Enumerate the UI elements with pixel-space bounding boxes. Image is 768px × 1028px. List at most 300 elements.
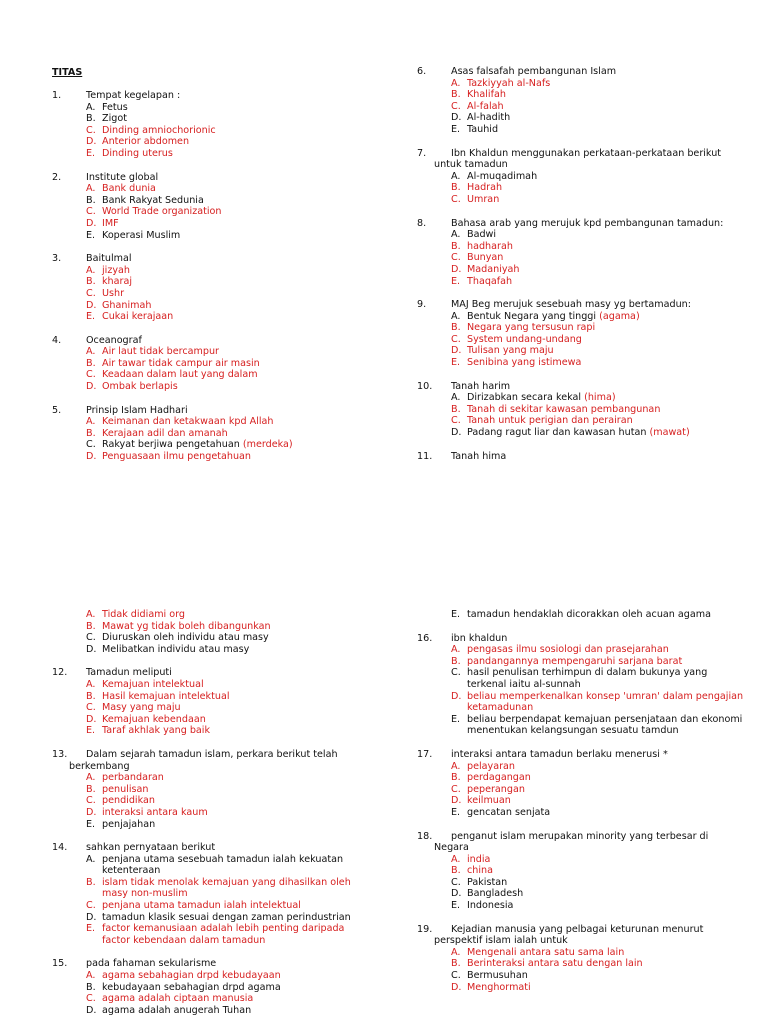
question-number: 14.: [52, 842, 68, 854]
question-block: [417, 633, 747, 737]
answer-option: [52, 369, 372, 381]
option-letter: A.: [86, 609, 96, 620]
option-text: Tanah di sekitar kawasan pembangunan: [467, 403, 661, 415]
option-text: Mawat yg tidak boleh dibangunkan: [102, 620, 271, 632]
option-letter: A.: [451, 644, 461, 656]
option-text-wrap: [102, 265, 372, 277]
question-number: 11.: [417, 450, 433, 462]
option-text-wrap: [467, 404, 747, 416]
option-letter: D.: [86, 806, 97, 818]
question-text: Tanah harim: [451, 380, 511, 392]
option-letter: B.: [86, 620, 96, 632]
answer-option: [52, 644, 372, 656]
option-text-wrap: [467, 171, 747, 183]
option-letter: C.: [451, 783, 461, 795]
question-text: Institute global: [86, 171, 159, 183]
option-text: Madaniyah: [467, 263, 520, 275]
option-letter: E.: [86, 229, 96, 241]
option-letter: D.: [451, 345, 462, 357]
option-text: Keadaan dalam laut yang dalam: [102, 369, 258, 381]
option-text-wrap: [102, 148, 372, 160]
answer-option: [417, 357, 747, 369]
option-letter: B.: [86, 427, 96, 439]
option-letter: E.: [86, 923, 96, 935]
answer-option: [417, 78, 747, 90]
question-text-continued: untuk tamadun: [434, 159, 508, 171]
option-letter: A.: [451, 77, 461, 89]
option-text-wrap: [467, 714, 747, 737]
question-block: [417, 381, 747, 439]
option-text: Ghanimah: [102, 299, 152, 311]
option-text-wrap: [102, 183, 372, 195]
answer-option: [52, 912, 372, 924]
option-text-wrap: [102, 218, 372, 230]
option-letter: C.: [86, 702, 96, 714]
answer-option: [52, 439, 372, 451]
option-note: (mawat): [649, 427, 690, 439]
question-number: 19.: [417, 923, 433, 935]
question-text-continued: Negara: [434, 842, 469, 854]
question-line: [417, 749, 747, 761]
answer-option: [417, 334, 747, 346]
option-letter: D.: [451, 888, 462, 900]
option-text: pandangannya mempengaruhi sarjana barat: [467, 655, 683, 667]
option-text-wrap: [102, 113, 372, 125]
question-block: [52, 842, 372, 946]
option-text: gencatan senjata: [467, 806, 551, 818]
option-text-wrap: [102, 644, 372, 656]
option-letter: C.: [86, 287, 96, 299]
answer-option: [52, 772, 372, 784]
question-number: 13.: [52, 748, 68, 760]
option-text-wrap: [467, 970, 747, 982]
option-text: tamadun klasik sesuai dengan zaman perindustrian: [102, 911, 351, 923]
answer-option: [417, 322, 747, 334]
answer-option: [52, 381, 372, 393]
option-letter: B.: [451, 403, 461, 415]
option-text-wrap: [102, 714, 372, 726]
option-text: Tulisan yang maju: [467, 345, 554, 357]
option-text-wrap: [467, 772, 747, 784]
option-text-wrap: [102, 125, 372, 137]
option-text-wrap: [102, 877, 372, 900]
answer-option: [417, 807, 747, 819]
option-text: Taraf akhlak yang baik: [102, 725, 211, 737]
option-text: Hadrah: [467, 182, 503, 194]
answer-option: [417, 667, 747, 690]
option-text-wrap: [102, 609, 372, 621]
option-text: Padang ragut liar dan kawasan hutan: [467, 427, 647, 439]
question-line: [417, 148, 747, 160]
option-text: Penguasaan ilmu pengetahuan: [102, 451, 251, 463]
option-text: Ombak berlapis: [102, 381, 178, 393]
question-text: sahkan pernyataan berikut: [86, 842, 216, 854]
question-number: 17.: [417, 748, 433, 760]
answer-option: [417, 958, 747, 970]
option-letter: A.: [451, 229, 461, 241]
answer-option: [417, 656, 747, 668]
answer-option: [52, 206, 372, 218]
answer-option: [52, 311, 372, 323]
option-text: Bank Rakyat Sedunia: [102, 194, 204, 206]
option-letter: A.: [86, 101, 96, 113]
option-text: Keimanan dan ketakwaan kpd Allah: [102, 416, 274, 428]
option-text-wrap: [102, 358, 372, 370]
question-block: [417, 831, 747, 912]
option-text: agama sebahagian drpd kebudayaan: [102, 970, 281, 982]
option-text-wrap: [102, 230, 372, 242]
answer-option: [52, 702, 372, 714]
answer-option: [52, 993, 372, 1005]
question-block: [52, 90, 372, 160]
option-letter: B.: [451, 958, 461, 970]
answer-option: [417, 761, 747, 773]
option-text: hadharah: [467, 240, 513, 252]
question-number: 1.: [52, 90, 62, 101]
option-text-wrap: [102, 993, 372, 1005]
question-block: [417, 218, 747, 288]
option-letter: B.: [86, 276, 96, 288]
question-line: [417, 831, 747, 843]
option-text-wrap: [467, 900, 747, 912]
question-number: 18.: [417, 830, 433, 842]
option-letter: C.: [451, 667, 461, 679]
option-letter: D.: [86, 451, 97, 463]
option-text: Masy yang maju: [102, 702, 181, 714]
option-text: kebudayaan sebahagian drpd agama: [102, 981, 281, 993]
option-text-wrap: [102, 923, 372, 946]
option-letter: D.: [86, 381, 97, 393]
question-text-continued: berkembang: [69, 760, 130, 772]
option-text-wrap: [102, 772, 372, 784]
option-text: Al-falah: [467, 100, 504, 112]
option-text-wrap: [102, 1005, 372, 1017]
answer-option: [52, 102, 372, 114]
answer-option: [417, 900, 747, 912]
answer-option: [417, 171, 747, 183]
question-line: [417, 66, 747, 78]
answer-option: [417, 865, 747, 877]
question-block: [52, 172, 372, 242]
option-text: Bentuk Negara yang tinggi: [467, 310, 597, 322]
option-letter: D.: [451, 690, 462, 702]
answer-option: [52, 679, 372, 691]
question-block: [417, 148, 747, 206]
answer-option: [52, 1005, 372, 1017]
option-text: Hasil kemajuan intelektual: [102, 690, 230, 702]
question-line: [417, 218, 747, 230]
option-text: Rakyat berjiwa pengetahuan: [102, 439, 240, 451]
answer-option: [52, 795, 372, 807]
option-letter: D.: [451, 263, 462, 275]
question-text: interaksi antara tamadun berlaku menerusi *: [451, 748, 668, 760]
answer-option: [417, 970, 747, 982]
option-text: Berinteraksi antara satu dengan lain: [467, 958, 643, 970]
option-letter: E.: [86, 311, 96, 323]
option-letter: C.: [451, 333, 461, 345]
answer-option: [417, 404, 747, 416]
option-text: Tanah untuk perigian dan perairan: [467, 415, 633, 427]
question-block: [52, 958, 372, 1016]
option-letter: C.: [86, 439, 96, 451]
option-text-wrap: [102, 451, 372, 463]
question-continued-line: [417, 842, 747, 854]
answer-option: [417, 714, 747, 737]
question-block: [417, 451, 747, 463]
option-text-wrap: [467, 982, 747, 994]
question-text: Tanah hima: [451, 450, 507, 462]
option-text: factor kemanusiaan adalah lebih penting daripada factor kebendaan dalam tamadun: [102, 923, 345, 946]
option-letter: C.: [451, 252, 461, 264]
answer-option: [52, 276, 372, 288]
option-text-wrap: [467, 609, 747, 621]
question-line: [417, 924, 747, 936]
option-text: Indonesia: [467, 900, 514, 912]
option-text-wrap: [467, 252, 747, 264]
option-text-wrap: [102, 795, 372, 807]
answer-option: [52, 632, 372, 644]
answer-option: [52, 300, 372, 312]
question-number: 2.: [52, 171, 62, 183]
option-text: Anterior abdomen: [102, 136, 190, 148]
option-letter: D.: [86, 713, 97, 725]
answer-option: [52, 982, 372, 994]
option-text: Tidak didiami org: [102, 609, 185, 620]
option-text: System undang-undang: [467, 333, 582, 345]
option-text: Tazkiyyah al-Nafs: [467, 77, 551, 89]
option-letter: E.: [451, 275, 461, 287]
option-text-wrap: [467, 667, 747, 690]
option-text: Bank dunia: [102, 183, 156, 195]
option-letter: B.: [451, 182, 461, 194]
question-number: 5.: [52, 404, 62, 416]
question-continued-line: [417, 159, 747, 171]
option-text: islam tidak menolak kemajuan yang dihasilkan oleh masy non-muslim: [102, 876, 351, 900]
option-text-wrap: [102, 679, 372, 691]
option-letter: B.: [86, 194, 96, 206]
question-line: [52, 405, 372, 417]
answer-option: [417, 947, 747, 959]
question-block: [52, 405, 372, 463]
question-block: [52, 749, 372, 830]
option-text-wrap: [467, 124, 747, 136]
answer-option: [52, 725, 372, 737]
column-top-left: [52, 66, 372, 475]
option-text-wrap: [102, 439, 372, 451]
option-text-wrap: [467, 877, 747, 889]
option-letter: B.: [86, 357, 96, 369]
option-text-wrap: [467, 947, 747, 959]
option-letter: D.: [451, 981, 462, 993]
option-text: Cukai kerajaan: [102, 311, 174, 323]
option-text-wrap: [102, 346, 372, 358]
answer-option: [52, 148, 372, 160]
option-note: (agama): [599, 310, 640, 322]
option-text: beliau memperkenalkan konsep 'umran' dalam pengajian ketamadunan: [467, 690, 744, 714]
option-text-wrap: [467, 807, 747, 819]
answer-option: [417, 795, 747, 807]
option-letter: C.: [451, 100, 461, 112]
option-text: beliau berpendapat kemajuan persenjataan dan ekonomi menentukan kelangsungan sesuatu tamdun: [467, 713, 743, 737]
question-text: Baitulmal: [86, 253, 132, 265]
option-letter: A.: [451, 170, 461, 182]
continued-options: [52, 609, 372, 655]
option-letter: D.: [86, 299, 97, 311]
answer-option: [417, 101, 747, 113]
option-letter: B.: [86, 876, 96, 888]
option-text-wrap: [102, 691, 372, 703]
question-number: 9.: [417, 299, 427, 311]
option-text: Ushr: [102, 287, 125, 299]
option-text: World Trade organization: [102, 206, 222, 218]
continued-options: [417, 609, 747, 621]
option-text-wrap: [467, 101, 747, 113]
option-text-wrap: [467, 691, 747, 714]
option-letter: C.: [86, 369, 96, 381]
question-block: [417, 299, 747, 369]
answer-option: [52, 970, 372, 982]
option-text-wrap: [102, 854, 372, 877]
option-text-wrap: [102, 702, 372, 714]
option-text: penjana utama sesebuah tamadun ialah kekuatan ketenteraan: [102, 853, 344, 877]
answer-option: [417, 124, 747, 136]
option-text-wrap: [102, 136, 372, 148]
answer-option: [417, 691, 747, 714]
option-text: perbandaran: [102, 772, 164, 784]
option-text: Thaqafah: [467, 275, 513, 287]
option-text-wrap: [102, 970, 372, 982]
option-text: Mengenali antara satu sama lain: [467, 946, 625, 958]
option-text: Negara yang tersusun rapi: [467, 322, 596, 334]
option-letter: C.: [451, 415, 461, 427]
question-block: [52, 667, 372, 737]
option-text: Umran: [467, 193, 500, 205]
answer-option: [417, 854, 747, 866]
answer-option: [52, 218, 372, 230]
option-letter: A.: [86, 416, 96, 428]
question-line: [52, 958, 372, 970]
option-text-wrap: [467, 311, 747, 323]
option-letter: A.: [86, 346, 96, 358]
option-text: interaksi antara kaum: [102, 806, 208, 818]
question-text: Dalam sejarah tamadun islam, perkara berikut telah: [86, 748, 338, 760]
answer-option: [417, 772, 747, 784]
question-block: [52, 335, 372, 393]
option-text: kharaj: [102, 276, 133, 288]
question-text: Tamadun meliputi: [86, 667, 172, 679]
answer-option: [52, 195, 372, 207]
option-text-wrap: [467, 112, 747, 124]
question-block: [52, 253, 372, 323]
option-text-wrap: [102, 725, 372, 737]
option-letter: C.: [451, 193, 461, 205]
question-line: [52, 172, 372, 184]
option-text-wrap: [467, 276, 747, 288]
option-letter: D.: [86, 1004, 97, 1016]
question-number: 4.: [52, 334, 62, 346]
option-text-wrap: [102, 381, 372, 393]
option-letter: C.: [86, 632, 96, 644]
question-text: Tempat kegelapan :: [86, 90, 181, 101]
answer-option: [52, 819, 372, 831]
option-text: Tauhid: [467, 123, 499, 135]
question-text: Ibn Khaldun menggunakan perkataan-perkataan berikut: [451, 147, 722, 159]
option-letter: A.: [86, 853, 96, 865]
option-text: Melibatkan individu atau masy: [102, 643, 250, 655]
option-text: Dinding amniochorionic: [102, 124, 216, 136]
option-text: penjana utama tamadun ialah intelektual: [102, 900, 301, 912]
question-text: Kejadian manusia yang pelbagai keturunan menurut: [451, 923, 704, 935]
option-text-wrap: [467, 427, 747, 439]
answer-option: [52, 609, 372, 621]
option-note: (hima): [584, 392, 616, 404]
question-number: 16.: [417, 632, 433, 644]
option-letter: E.: [451, 123, 461, 135]
answer-option: [52, 346, 372, 358]
option-text: penjajahan: [102, 818, 156, 830]
option-text: pengasas ilmu sosiologi dan prasejarahan: [467, 644, 669, 656]
option-text: Al-hadith: [467, 112, 511, 124]
answer-option: [417, 89, 747, 101]
answer-option: [417, 241, 747, 253]
option-text: Senibina yang istimewa: [467, 357, 582, 369]
option-text-wrap: [102, 784, 372, 796]
option-letter: E.: [451, 713, 461, 725]
option-text-wrap: [102, 311, 372, 323]
option-letter: D.: [451, 112, 462, 124]
option-letter: D.: [86, 911, 97, 923]
option-letter: E.: [451, 900, 461, 912]
option-letter: C.: [86, 993, 96, 1005]
answer-option: [417, 609, 747, 621]
answer-option: [417, 182, 747, 194]
answer-option: [417, 888, 747, 900]
question-text-continued: perspektif islam ialah untuk: [434, 935, 568, 947]
option-text: Dinding uterus: [102, 147, 173, 159]
option-text-wrap: [467, 415, 747, 427]
question-line: [417, 381, 747, 393]
option-text: Fetus: [102, 101, 128, 113]
answer-option: [417, 229, 747, 241]
answer-option: [417, 877, 747, 889]
option-letter: B.: [86, 783, 96, 795]
option-text: keilmuan: [467, 795, 511, 807]
option-letter: A.: [451, 392, 461, 404]
question-number: 10.: [417, 380, 433, 392]
option-text: pelayaran: [467, 760, 515, 772]
option-letter: B.: [451, 240, 461, 252]
answer-option: [52, 288, 372, 300]
question-line: [52, 749, 372, 761]
option-letter: E.: [451, 357, 461, 369]
option-letter: A.: [86, 183, 96, 195]
option-text: agama adalah ciptaan manusia: [102, 993, 254, 1005]
question-line: [52, 253, 372, 265]
option-text: tamadun hendaklah dicorakkan oleh acuan agama: [467, 609, 711, 620]
option-text: Kemajuan kebendaan: [102, 713, 206, 725]
column-bottom-left: [52, 609, 372, 1028]
question-text: Prinsip Islam Hadhari: [86, 404, 188, 416]
option-text-wrap: [102, 621, 372, 633]
answer-option: [52, 451, 372, 463]
answer-option: [417, 276, 747, 288]
answer-option: [52, 621, 372, 633]
answer-option: [417, 644, 747, 656]
question-text: Asas falsafah pembangunan Islam: [451, 66, 617, 77]
option-text-wrap: [467, 644, 747, 656]
question-number: 8.: [417, 217, 427, 229]
option-letter: A.: [451, 853, 461, 865]
